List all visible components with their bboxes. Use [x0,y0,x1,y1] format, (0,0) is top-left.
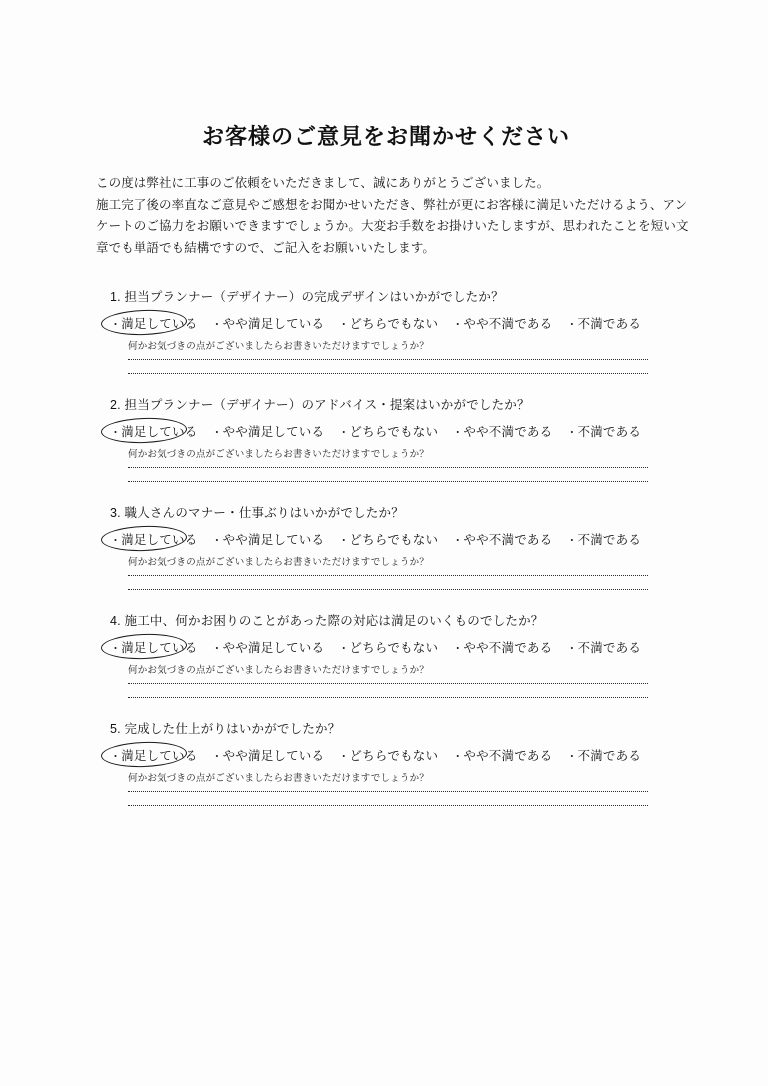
question-text-4: 施工中、何かお困りのことがあった際の対応は満足のいくものでしたか？ [124,614,544,628]
option-label: やや不満である [463,317,553,331]
option-label: どちらでもない [349,425,439,439]
intro-line-1: この度は弊社に工事のご依頼をいただきまして、誠にありがとうございました。 [96,176,550,190]
question-block-2 [96,395,676,482]
intro-line-4: 章でも単語でも結構ですので、ご記入をお願いいたします。 [96,240,435,255]
option-4-5[interactable] [566,638,641,656]
option-label: 満足している [121,425,198,439]
question-number-4: 4. [110,614,121,628]
option-3-5[interactable] [566,530,641,548]
option-label: 不満である [577,749,642,763]
option-1-1[interactable] [110,314,197,332]
option-label: やや不満である [463,641,553,655]
option-2-3[interactable] [338,422,438,440]
option-bullet-icon: ・ [110,535,122,547]
option-label: やや満足している [222,425,325,439]
option-label: 不満である [577,425,642,439]
option-3-2[interactable] [211,530,324,548]
option-bullet-icon: ・ [452,319,464,331]
answer-options-1 [110,314,676,332]
question-number-5: 5. [110,722,121,736]
option-label: どちらでもない [349,533,439,547]
option-bullet-icon: ・ [338,751,350,763]
option-1-3[interactable] [338,314,438,332]
option-bullet-icon: ・ [566,535,578,547]
question-text-1: 担当プランナー（デザイナー）の完成デザインはいかがでしたか？ [124,290,504,304]
write-in-area-1[interactable] [128,359,676,374]
option-label: やや満足している [222,641,325,655]
question-title-3 [110,503,676,521]
write-in-area-3[interactable] [128,575,676,590]
question-title-1 [110,287,676,305]
option-3-1[interactable] [110,530,197,548]
answer-options-4 [110,638,676,656]
dotted-line[interactable] [128,683,648,684]
sub-question-2: 何かお気づきの点がございましたらお書きいただけますでしょうか？ [128,449,429,460]
dotted-line[interactable] [128,791,648,792]
question-title-2 [110,395,676,413]
option-1-5[interactable] [566,314,641,332]
option-bullet-icon: ・ [110,643,122,655]
question-title-5 [110,719,676,737]
dotted-line[interactable] [128,697,648,698]
option-5-4[interactable] [452,746,552,764]
option-bullet-icon: ・ [452,751,464,763]
question-title-4 [110,611,676,629]
option-bullet-icon: ・ [452,427,464,439]
option-bullet-icon: ・ [211,751,223,763]
write-in-area-5[interactable] [128,791,676,806]
answer-options-5 [110,746,676,764]
sub-question-3: 何かお気づきの点がございましたらお書きいただけますでしょうか？ [128,557,429,568]
option-label: やや不満である [463,749,553,763]
answer-options-3 [110,530,676,548]
sub-question-4: 何かお気づきの点がございましたらお書きいただけますでしょうか？ [128,665,429,676]
option-bullet-icon: ・ [110,751,122,763]
option-5-3[interactable] [338,746,438,764]
sub-question-1: 何かお気づきの点がございましたらお書きいただけますでしょうか？ [128,341,429,352]
option-bullet-icon: ・ [566,319,578,331]
option-bullet-icon: ・ [338,427,350,439]
form-content [96,120,689,827]
option-label: どちらでもない [349,749,439,763]
option-3-4[interactable] [452,530,552,548]
option-1-4[interactable] [452,314,552,332]
dotted-line[interactable] [128,589,648,590]
sub-question-5: 何かお気づきの点がございましたらお書きいただけますでしょうか？ [128,773,429,784]
option-label: 満足している [121,749,198,763]
answer-options-2 [110,422,676,440]
option-label: やや満足している [222,317,325,331]
option-bullet-icon: ・ [110,319,122,331]
option-label: やや不満である [463,533,553,547]
intro-paragraph [96,173,689,259]
option-label: 満足している [121,533,198,547]
dotted-line[interactable] [128,575,648,576]
option-label: どちらでもない [349,317,439,331]
write-in-area-4[interactable] [128,683,676,698]
option-bullet-icon: ・ [566,643,578,655]
option-2-2[interactable] [211,422,324,440]
option-4-4[interactable] [452,638,552,656]
option-4-3[interactable] [338,638,438,656]
option-2-4[interactable] [452,422,552,440]
option-4-2[interactable] [211,638,324,656]
option-label: 不満である [577,641,642,655]
question-number-3: 3. [110,506,121,520]
option-bullet-icon: ・ [338,319,350,331]
question-text-3: 職人さんのマナー・仕事ぶりはいかがでしたか？ [124,506,404,520]
option-label: どちらでもない [349,641,439,655]
option-3-3[interactable] [338,530,438,548]
option-2-1[interactable] [110,422,197,440]
option-label: 満足している [121,641,198,655]
option-label: やや満足している [222,533,325,547]
dotted-line[interactable] [128,373,648,374]
question-block-4 [96,611,676,698]
option-5-5[interactable] [566,746,641,764]
question-block-3 [96,503,676,590]
option-1-2[interactable] [211,314,324,332]
dotted-line[interactable] [128,467,648,468]
question-number-1: 1. [110,290,121,304]
option-bullet-icon: ・ [566,751,578,763]
question-text-2: 担当プランナー（デザイナー）のアドバイス・提案はいかがでしたか？ [124,398,530,412]
option-bullet-icon: ・ [211,535,223,547]
option-bullet-icon: ・ [338,643,350,655]
dotted-line[interactable] [128,481,648,482]
option-label: やや不満である [463,425,553,439]
question-text-5: 完成した仕上がりはいかがでしたか？ [124,722,341,736]
option-2-5[interactable] [566,422,641,440]
option-label: 満足している [121,317,198,331]
option-bullet-icon: ・ [452,643,464,655]
question-block-5 [96,719,676,806]
dotted-line[interactable] [128,359,648,360]
option-bullet-icon: ・ [566,427,578,439]
option-bullet-icon: ・ [211,643,223,655]
question-number-2: 2. [110,398,121,412]
question-block-1 [96,287,676,374]
option-4-1[interactable] [110,638,197,656]
dotted-line[interactable] [128,805,648,806]
option-bullet-icon: ・ [110,427,122,439]
option-bullet-icon: ・ [211,427,223,439]
intro-line-2: 施工完了後の率直なご意見やご感想をお聞かせいただき、弊社が更にお客様に満足いただけるよう、アン [96,197,688,212]
option-bullet-icon: ・ [338,535,350,547]
option-5-2[interactable] [211,746,324,764]
option-label: 不満である [577,533,642,547]
write-in-area-2[interactable] [128,467,676,482]
intro-line-3: ケートのご協力をお願いできますでしょうか。大変お手数をお掛けいたしますが、思われたことを短い文 [96,219,689,233]
option-bullet-icon: ・ [452,535,464,547]
option-label: 不満である [577,317,642,331]
option-bullet-icon: ・ [211,319,223,331]
option-label: やや満足している [222,749,325,763]
page-title: お客様のご意見をお聞かせください [201,124,570,149]
option-5-1[interactable] [110,746,197,764]
